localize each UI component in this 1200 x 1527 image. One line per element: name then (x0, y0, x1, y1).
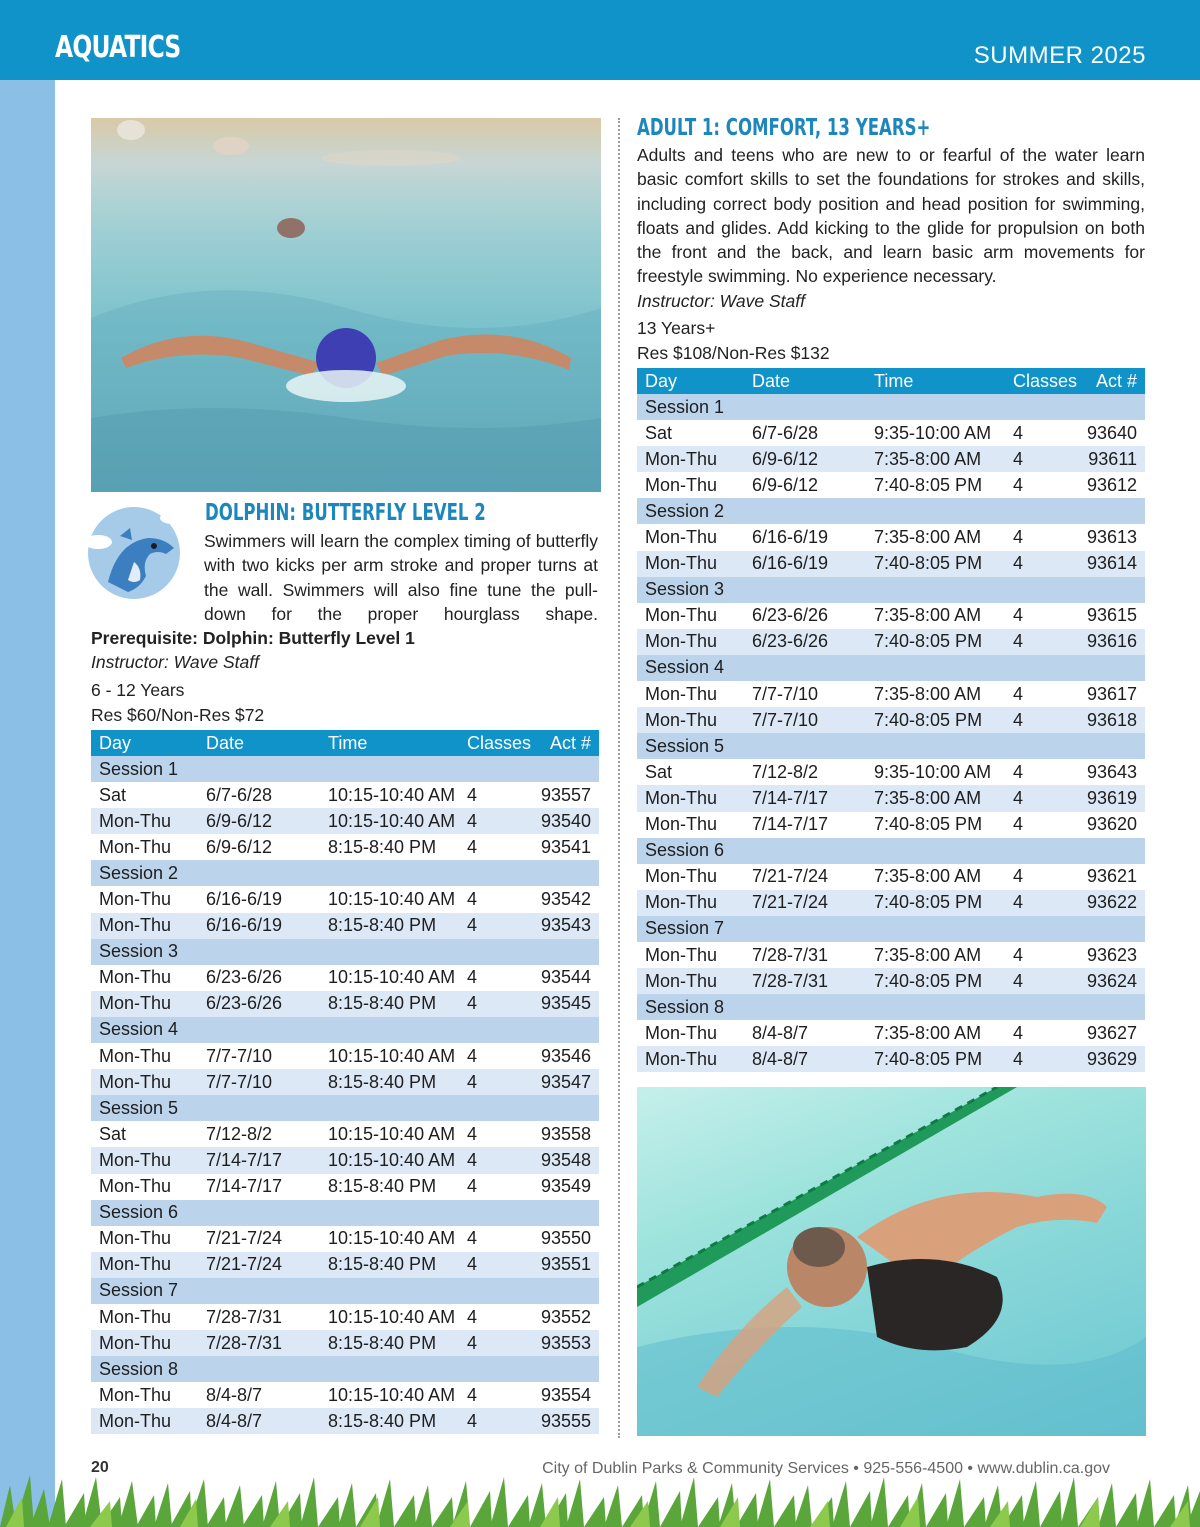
session-label: Session 8 (91, 1356, 599, 1382)
cell-day: Mon-Thu (91, 1330, 198, 1356)
cell-time: 10:15-10:40 AM (320, 1382, 459, 1408)
session-label: Session 7 (637, 916, 1145, 942)
cell-act: 93621 (1073, 864, 1145, 890)
cell-classes: 4 (1005, 942, 1073, 968)
cell-day: Mon-Thu (91, 1174, 198, 1200)
cell-day: Mon-Thu (637, 472, 744, 498)
table-row (637, 707, 1145, 733)
session-label: Session 6 (637, 838, 1145, 864)
cell-date: 6/9-6/12 (198, 834, 320, 860)
cell-classes: 4 (459, 1069, 527, 1095)
cell-date: 6/23-6/26 (198, 991, 320, 1017)
cell-time: 7:40-8:05 PM (866, 812, 1005, 838)
cell-classes: 4 (1005, 890, 1073, 916)
adult-ages: 13 Years+ (637, 318, 716, 338)
cell-time: 7:40-8:05 PM (866, 551, 1005, 577)
cell-date: 8/4-8/7 (744, 1020, 866, 1046)
cell-classes: 4 (1005, 629, 1073, 655)
cell-date: 7/28-7/31 (198, 1304, 320, 1330)
cell-classes: 4 (459, 913, 527, 939)
cell-act: 93554 (527, 1382, 599, 1408)
cell-time: 7:40-8:05 PM (866, 629, 1005, 655)
session-row (637, 577, 1145, 603)
session-row (637, 498, 1145, 524)
cell-date: 6/23-6/26 (198, 965, 320, 991)
session-row (91, 1095, 599, 1121)
cell-date: 7/7-7/10 (744, 681, 866, 707)
cell-act: 93540 (527, 808, 599, 834)
session-label: Session 2 (91, 860, 599, 886)
cell-date: 7/14-7/17 (744, 812, 866, 838)
cell-day: Mon-Thu (637, 785, 744, 811)
header-time: Time (320, 730, 459, 756)
cell-time: 8:15-8:40 PM (320, 1252, 459, 1278)
cell-time: 10:15-10:40 AM (320, 1121, 459, 1147)
cell-day: Mon-Thu (91, 1226, 198, 1252)
cell-act: 93640 (1073, 420, 1145, 446)
header-day: Day (637, 368, 744, 394)
cell-classes: 4 (459, 834, 527, 860)
cell-date: 6/16-6/19 (744, 524, 866, 550)
table-row (91, 1174, 599, 1200)
cell-date: 6/9-6/12 (744, 446, 866, 472)
cell-act: 93643 (1073, 759, 1145, 785)
section-label: AQUATICS (55, 30, 181, 65)
dolphin-schedule-table (91, 730, 599, 1434)
cell-day: Mon-Thu (91, 1408, 198, 1434)
cell-day: Mon-Thu (637, 1046, 744, 1072)
cell-classes: 4 (459, 1304, 527, 1330)
cell-act: 93620 (1073, 812, 1145, 838)
cell-day: Sat (637, 759, 744, 785)
cell-time: 9:35-10:00 AM (866, 759, 1005, 785)
cell-date: 6/16-6/19 (198, 913, 320, 939)
cell-time: 10:15-10:40 AM (320, 1304, 459, 1330)
cell-day: Mon-Thu (637, 864, 744, 890)
cell-day: Mon-Thu (91, 1043, 198, 1069)
session-row (637, 655, 1145, 681)
cell-date: 8/4-8/7 (198, 1408, 320, 1434)
session-row (91, 1278, 599, 1304)
cell-time: 8:15-8:40 PM (320, 834, 459, 860)
cell-classes: 4 (459, 1147, 527, 1173)
cell-day: Mon-Thu (91, 1147, 198, 1173)
cell-date: 7/21-7/24 (198, 1252, 320, 1278)
dolphin-meta (91, 678, 264, 727)
cell-act: 93557 (527, 782, 599, 808)
cell-day: Mon-Thu (91, 1069, 198, 1095)
cell-classes: 4 (459, 808, 527, 834)
session-label: Session 4 (91, 1017, 599, 1043)
adult-course-title: ADULT 1: COMFORT, 13 YEARS+ (637, 115, 931, 141)
cell-classes: 4 (1005, 864, 1073, 890)
cell-act: 93614 (1073, 551, 1145, 577)
header-classes: Classes (1005, 368, 1073, 394)
cell-date: 7/7-7/10 (744, 707, 866, 733)
cell-time: 10:15-10:40 AM (320, 886, 459, 912)
table-row (91, 1330, 599, 1356)
header-act: Act # (527, 730, 599, 756)
table-row (637, 812, 1145, 838)
cell-act: 93543 (527, 913, 599, 939)
sidebar-bar (0, 80, 55, 1527)
table-row (91, 1147, 599, 1173)
cell-classes: 4 (459, 1330, 527, 1356)
cell-day: Mon-Thu (637, 681, 744, 707)
cell-date: 7/21-7/24 (744, 864, 866, 890)
header-time: Time (866, 368, 1005, 394)
cell-time: 7:35-8:00 AM (866, 603, 1005, 629)
table-row (637, 629, 1145, 655)
dolphin-schedule-body (91, 756, 599, 1434)
cell-day: Mon-Thu (637, 551, 744, 577)
cell-act: 93553 (527, 1330, 599, 1356)
session-row (637, 394, 1145, 420)
table-header-row (91, 730, 599, 756)
cell-date: 6/16-6/19 (198, 886, 320, 912)
table-row (91, 965, 599, 991)
cell-time: 7:40-8:05 PM (866, 1046, 1005, 1072)
header-day: Day (91, 730, 198, 756)
cell-act: 93555 (527, 1408, 599, 1434)
cell-act: 93629 (1073, 1046, 1145, 1072)
cell-classes: 4 (1005, 1046, 1073, 1072)
cell-act: 93545 (527, 991, 599, 1017)
cell-act: 93552 (527, 1304, 599, 1330)
cell-time: 7:40-8:05 PM (866, 472, 1005, 498)
cell-classes: 4 (1005, 551, 1073, 577)
cell-date: 6/9-6/12 (198, 808, 320, 834)
cell-time: 10:15-10:40 AM (320, 782, 459, 808)
cell-act: 93551 (527, 1252, 599, 1278)
table-header-row (637, 368, 1145, 394)
session-label: Session 2 (637, 498, 1145, 524)
header-act: Act # (1073, 368, 1145, 394)
cell-act: 93615 (1073, 603, 1145, 629)
cell-day: Sat (91, 1121, 198, 1147)
cell-day: Mon-Thu (91, 808, 198, 834)
cell-day: Mon-Thu (637, 524, 744, 550)
cell-classes: 4 (459, 965, 527, 991)
cell-classes: 4 (459, 1252, 527, 1278)
cell-classes: 4 (459, 1121, 527, 1147)
cell-act: 93624 (1073, 968, 1145, 994)
season-label: SUMMER 2025 (973, 42, 1146, 69)
session-row (91, 860, 599, 886)
dolphin-description (91, 529, 598, 675)
cell-classes: 4 (459, 1408, 527, 1434)
adult-description (637, 143, 1145, 313)
session-row (91, 939, 599, 965)
cell-date: 7/7-7/10 (198, 1043, 320, 1069)
cell-day: Mon-Thu (91, 965, 198, 991)
dolphin-instructor: Instructor: Wave Staff (91, 652, 259, 673)
cell-act: 93622 (1073, 890, 1145, 916)
session-label: Session 1 (637, 394, 1145, 420)
cell-classes: 4 (459, 1043, 527, 1069)
cell-classes: 4 (1005, 420, 1073, 446)
cell-date: 6/7-6/28 (198, 782, 320, 808)
adult-schedule-table (637, 368, 1145, 1072)
cell-act: 93542 (527, 886, 599, 912)
session-label: Session 3 (637, 577, 1145, 603)
cell-day: Mon-Thu (637, 446, 744, 472)
cell-classes: 4 (1005, 968, 1073, 994)
table-row (91, 808, 599, 834)
cell-act: 93611 (1073, 446, 1145, 472)
cell-act: 93617 (1073, 681, 1145, 707)
grass-decoration (0, 1467, 1200, 1527)
adult-description-text: Adults and teens who are new to or fearful of the water learn basic comfort skills to set the foundations for strokes and skills, including correct body position and head position for swimming, floats and glides. Add kicking to the glide for propulsion on both the front and the back, and learn basic arm movements for freestyle swimming. No experience necessary. (637, 145, 1145, 287)
cell-act: 93627 (1073, 1020, 1145, 1046)
butterfly-swimmer-photo (91, 118, 601, 492)
session-row (637, 916, 1145, 942)
session-row (637, 838, 1145, 864)
cell-act: 93619 (1073, 785, 1145, 811)
cell-act: 93618 (1073, 707, 1145, 733)
cell-date: 8/4-8/7 (744, 1046, 866, 1072)
cell-classes: 4 (459, 1382, 527, 1408)
cell-time: 7:35-8:00 AM (866, 942, 1005, 968)
cell-time: 7:35-8:00 AM (866, 1020, 1005, 1046)
cell-classes: 4 (459, 886, 527, 912)
table-row (637, 1046, 1145, 1072)
table-row (91, 1121, 599, 1147)
adult-schedule-body (637, 394, 1145, 1072)
cell-day: Mon-Thu (91, 991, 198, 1017)
dolphin-ages: 6 - 12 Years (91, 680, 185, 700)
cell-act: 93549 (527, 1174, 599, 1200)
table-row (637, 759, 1145, 785)
cell-date: 6/23-6/26 (744, 603, 866, 629)
table-row (637, 551, 1145, 577)
cell-classes: 4 (1005, 1020, 1073, 1046)
cell-date: 7/28-7/31 (198, 1330, 320, 1356)
cell-time: 10:15-10:40 AM (320, 965, 459, 991)
cell-act: 93541 (527, 834, 599, 860)
cell-classes: 4 (1005, 681, 1073, 707)
cell-date: 6/16-6/19 (744, 551, 866, 577)
cell-date: 7/14-7/17 (744, 785, 866, 811)
table-row (637, 968, 1145, 994)
cell-time: 10:15-10:40 AM (320, 1147, 459, 1173)
cell-classes: 4 (1005, 472, 1073, 498)
cell-date: 7/14-7/17 (198, 1147, 320, 1173)
cell-day: Sat (637, 420, 744, 446)
cell-date: 7/28-7/31 (744, 968, 866, 994)
cell-classes: 4 (1005, 759, 1073, 785)
table-row (91, 886, 599, 912)
cell-time: 7:40-8:05 PM (866, 707, 1005, 733)
cell-time: 8:15-8:40 PM (320, 991, 459, 1017)
page-header (0, 0, 1200, 80)
table-row (91, 1226, 599, 1252)
adult-fee: Res $108/Non-Res $132 (637, 342, 830, 363)
cell-day: Mon-Thu (91, 1252, 198, 1278)
cell-day: Sat (91, 782, 198, 808)
cell-day: Mon-Thu (91, 1304, 198, 1330)
cell-classes: 4 (1005, 524, 1073, 550)
cell-act: 93544 (527, 965, 599, 991)
cell-time: 10:15-10:40 AM (320, 1043, 459, 1069)
cell-time: 7:35-8:00 AM (866, 524, 1005, 550)
cell-classes: 4 (1005, 446, 1073, 472)
cell-act: 93558 (527, 1121, 599, 1147)
cell-classes: 4 (459, 782, 527, 808)
cell-day: Mon-Thu (637, 812, 744, 838)
cell-date: 7/21-7/24 (744, 890, 866, 916)
table-row (91, 1304, 599, 1330)
cell-date: 7/14-7/17 (198, 1174, 320, 1200)
session-label: Session 5 (91, 1095, 599, 1121)
header-date: Date (198, 730, 320, 756)
table-row (637, 785, 1145, 811)
table-row (637, 524, 1145, 550)
cell-day: Mon-Thu (91, 886, 198, 912)
cell-time: 8:15-8:40 PM (320, 1408, 459, 1434)
session-label: Session 8 (637, 994, 1145, 1020)
cell-day: Mon-Thu (637, 942, 744, 968)
cell-time: 8:15-8:40 PM (320, 913, 459, 939)
cell-act: 93547 (527, 1069, 599, 1095)
session-row (637, 733, 1145, 759)
cell-classes: 4 (1005, 603, 1073, 629)
table-row (91, 913, 599, 939)
cell-date: 7/21-7/24 (198, 1226, 320, 1252)
cell-act: 93546 (527, 1043, 599, 1069)
cell-time: 8:15-8:40 PM (320, 1174, 459, 1200)
dolphin-course-title: DOLPHIN: BUTTERFLY LEVEL 2 (205, 500, 486, 526)
table-row (637, 1020, 1145, 1046)
table-row (91, 834, 599, 860)
cell-classes: 4 (459, 991, 527, 1017)
cell-act: 93613 (1073, 524, 1145, 550)
cell-day: Mon-Thu (637, 707, 744, 733)
footer-contact: City of Dublin Parks & Community Services • 925-556-4500 • www.dublin.ca.gov (542, 1460, 1110, 1477)
cell-classes: 4 (459, 1226, 527, 1252)
dolphin-prerequisite: Prerequisite: Dolphin: Butterfly Level 1 (91, 628, 415, 649)
cell-date: 7/7-7/10 (198, 1069, 320, 1095)
cell-day: Mon-Thu (637, 1020, 744, 1046)
session-label: Session 7 (91, 1278, 599, 1304)
cell-time: 9:35-10:00 AM (866, 420, 1005, 446)
table-row (637, 603, 1145, 629)
cell-time: 7:40-8:05 PM (866, 968, 1005, 994)
cell-date: 6/9-6/12 (744, 472, 866, 498)
cell-time: 8:15-8:40 PM (320, 1330, 459, 1356)
session-row (91, 756, 599, 782)
cell-act: 93616 (1073, 629, 1145, 655)
table-row (91, 1252, 599, 1278)
cell-time: 7:40-8:05 PM (866, 890, 1005, 916)
cell-classes: 4 (459, 1174, 527, 1200)
table-row (637, 890, 1145, 916)
dolphin-fee: Res $60/Non-Res $72 (91, 704, 265, 725)
session-row (637, 994, 1145, 1020)
adult-meta (637, 316, 830, 365)
table-row (637, 472, 1145, 498)
cell-act: 93612 (1073, 472, 1145, 498)
table-row (637, 681, 1145, 707)
table-row (91, 991, 599, 1017)
session-label: Session 6 (91, 1200, 599, 1226)
cell-date: 6/23-6/26 (744, 629, 866, 655)
table-row (91, 1382, 599, 1408)
cell-day: Mon-Thu (637, 603, 744, 629)
session-row (91, 1200, 599, 1226)
table-row (91, 1069, 599, 1095)
cell-classes: 4 (1005, 785, 1073, 811)
table-row (91, 782, 599, 808)
cell-day: Mon-Thu (91, 834, 198, 860)
cell-day: Mon-Thu (637, 629, 744, 655)
cell-time: 10:15-10:40 AM (320, 1226, 459, 1252)
table-row (91, 1043, 599, 1069)
table-row (637, 942, 1145, 968)
table-row (91, 1408, 599, 1434)
cell-time: 7:35-8:00 AM (866, 446, 1005, 472)
session-row (91, 1017, 599, 1043)
column-divider (618, 118, 620, 1438)
cell-day: Mon-Thu (91, 1382, 198, 1408)
cell-day: Mon-Thu (637, 890, 744, 916)
header-classes: Classes (459, 730, 527, 756)
table-row (637, 446, 1145, 472)
cell-act: 93550 (527, 1226, 599, 1252)
freestyle-swimmer-photo (637, 1087, 1146, 1436)
table-row (637, 864, 1145, 890)
cell-classes: 4 (1005, 812, 1073, 838)
page-number: 20 (91, 1459, 109, 1476)
cell-day: Mon-Thu (91, 913, 198, 939)
cell-act: 93548 (527, 1147, 599, 1173)
cell-time: 10:15-10:40 AM (320, 808, 459, 834)
cell-date: 7/12-8/2 (744, 759, 866, 785)
cell-time: 8:15-8:40 PM (320, 1069, 459, 1095)
table-row (637, 420, 1145, 446)
cell-date: 8/4-8/7 (198, 1382, 320, 1408)
cell-date: 7/28-7/31 (744, 942, 866, 968)
cell-act: 93623 (1073, 942, 1145, 968)
cell-time: 7:35-8:00 AM (866, 785, 1005, 811)
session-label: Session 1 (91, 756, 599, 782)
dolphin-description-text: Swimmers will learn the complex timing of butterfly with two kicks per arm stroke and proper turns at the wall. Swimmers will also fine tune the pull-down for the proper hourglass shape. (204, 531, 598, 624)
session-label: Session 5 (637, 733, 1145, 759)
cell-day: Mon-Thu (637, 968, 744, 994)
session-label: Session 4 (637, 655, 1145, 681)
adult-instructor: Instructor: Wave Staff (637, 290, 805, 311)
cell-date: 7/12-8/2 (198, 1121, 320, 1147)
cell-time: 7:35-8:00 AM (866, 681, 1005, 707)
cell-time: 7:35-8:00 AM (866, 864, 1005, 890)
cell-classes: 4 (1005, 707, 1073, 733)
cell-date: 6/7-6/28 (744, 420, 866, 446)
session-row (91, 1356, 599, 1382)
session-label: Session 3 (91, 939, 599, 965)
header-date: Date (744, 368, 866, 394)
